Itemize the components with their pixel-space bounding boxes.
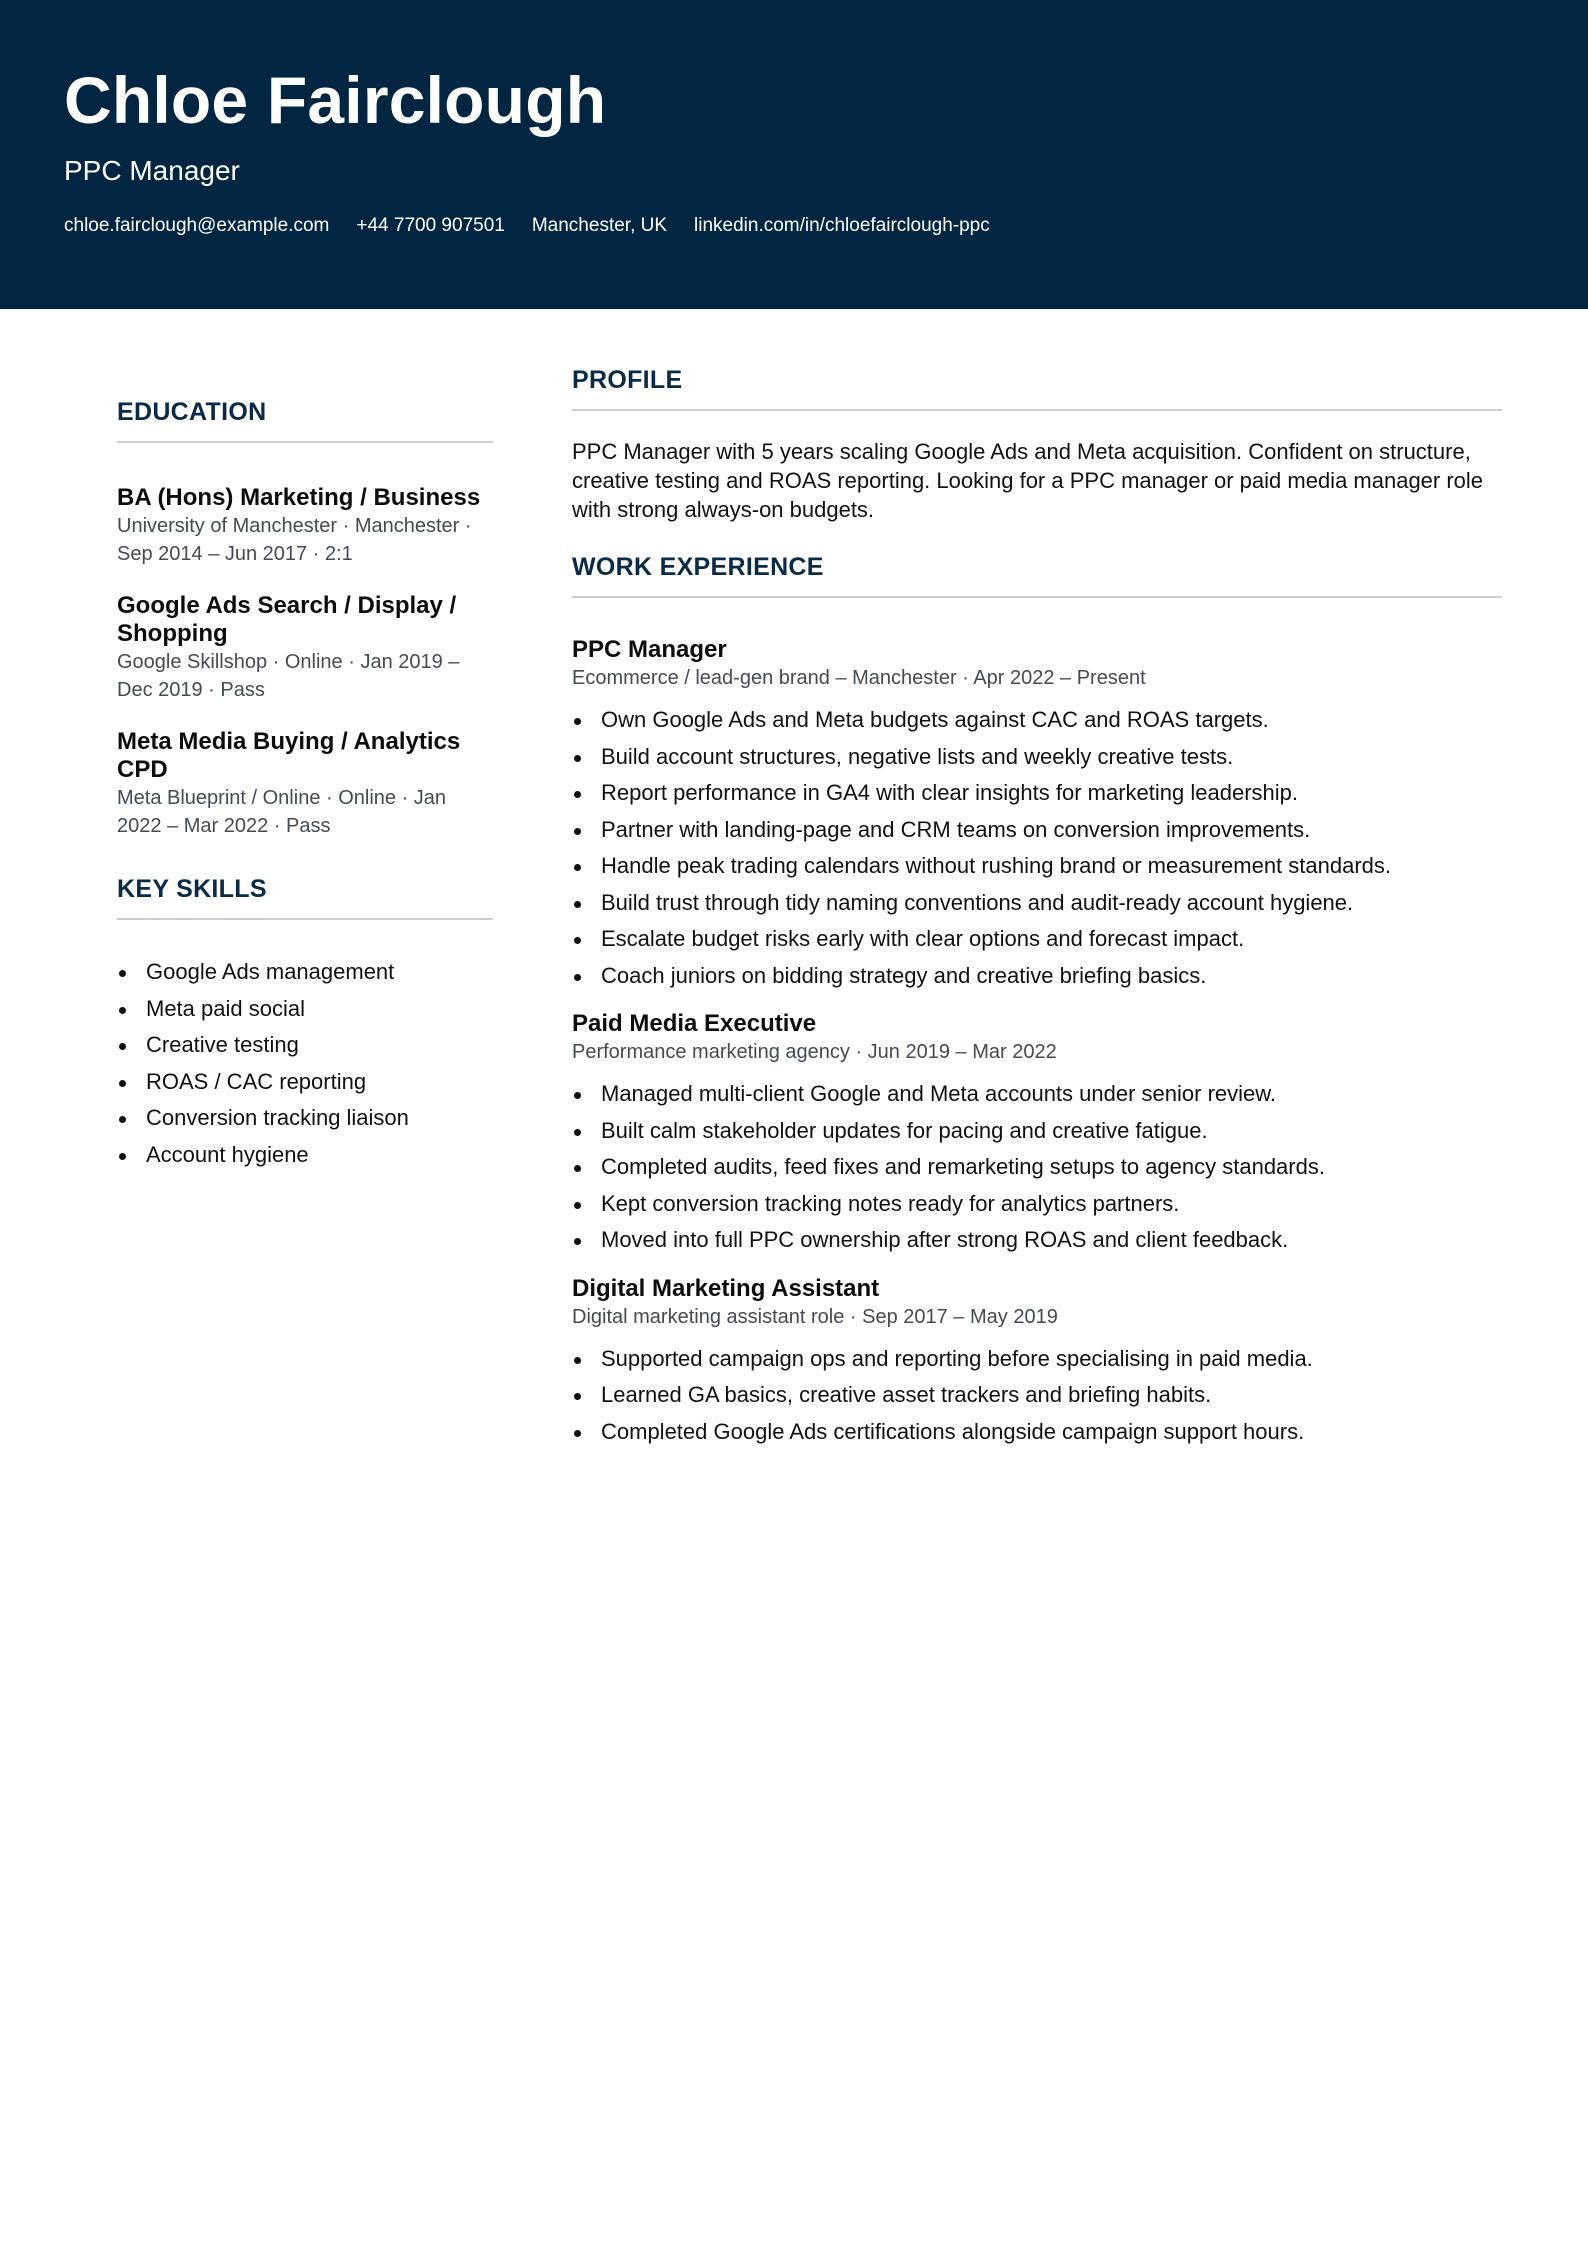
job-bullet: Own Google Ads and Meta budgets against CAC and ROAS targets. — [572, 702, 1502, 739]
education-heading: EDUCATION — [117, 398, 493, 443]
job-bullet: Supported campaign ops and reporting before specialising in paid media. — [572, 1341, 1502, 1378]
education-meta: University of Manchester · Manchester · Sep 2014 – Jun 2017 · 2:1 — [117, 515, 472, 565]
job-bullet: Moved into full PPC ownership after strong ROAS and client feedback. — [572, 1222, 1502, 1259]
job-bullet: Escalate budget risks early with clear options and forecast impact. — [572, 921, 1502, 958]
skills-list — [117, 954, 493, 1173]
contact-phone[interactable]: +44 7700 907501 — [356, 215, 505, 236]
job-bullet: Handle peak trading calendars without rushing brand or measurement standards. — [572, 848, 1502, 885]
resume-header — [0, 0, 1588, 309]
education-title: BA (Hons) Marketing / Business — [117, 484, 481, 511]
education-item — [117, 592, 493, 704]
job-bullet: Completed audits, feed fixes and remarketing setups to agency standards. — [572, 1149, 1502, 1186]
skill-item: Account hygiene — [117, 1137, 493, 1174]
right-column — [572, 366, 1502, 1450]
job-bullet: Build account structures, negative lists and weekly creative tests. — [572, 739, 1502, 776]
job-entry — [572, 636, 1502, 994]
contact-row — [64, 215, 990, 237]
education-title: Google Ads Search / Display / Shopping — [117, 592, 457, 647]
job-bullet: Build trust through tidy naming conventions and audit-ready account hygiene. — [572, 885, 1502, 922]
contact-location: Manchester, UK — [531, 215, 668, 236]
education-item — [117, 728, 493, 840]
contact-email[interactable]: chloe.fairclough@example.com — [64, 215, 330, 236]
profile-heading: PROFILE — [572, 366, 1502, 411]
skill-item: Conversion tracking liaison — [117, 1100, 493, 1137]
job-meta: Ecommerce / lead-gen brand – Manchester · Apr 2022 – Present — [572, 667, 1146, 689]
job-bullet: Partner with landing-page and CRM teams on conversion improvements. — [572, 812, 1502, 849]
job-bullet: Coach juniors on bidding strategy and creative briefing basics. — [572, 958, 1502, 995]
job-entry — [572, 1275, 1502, 1451]
skill-item: Meta paid social — [117, 991, 493, 1028]
education-item — [117, 484, 493, 568]
skill-item: Creative testing — [117, 1027, 493, 1064]
job-meta: Digital marketing assistant role · Sep 2017 – May 2019 — [572, 1305, 1058, 1328]
job-entry — [572, 1010, 1502, 1259]
left-column — [117, 398, 493, 1173]
job-bullets — [572, 1341, 1502, 1451]
job-title: Paid Media Executive — [572, 1010, 817, 1037]
skill-item: Google Ads management — [117, 954, 493, 991]
job-meta: Performance marketing agency · Jun 2019 – Mar 2022 — [572, 1041, 1057, 1063]
profile-summary: PPC Manager with 5 years scaling Google Ads and Meta acquisition. Confident on structure, creative testing and ROAS reporting. Looking for a PPC manager or paid media manager role with strong always-on budgets. — [572, 439, 1484, 522]
candidate-name: Chloe Fairclough — [64, 63, 607, 137]
job-bullet: Completed Google Ads certifications alongside campaign support hours. — [572, 1414, 1502, 1451]
skills-heading: KEY SKILLS — [117, 875, 493, 920]
contact-linkedin[interactable]: linkedin.com/in/chloefairclough-ppc — [694, 215, 990, 236]
education-title: Meta Media Buying / Analytics CPD — [117, 728, 461, 783]
job-bullets — [572, 702, 1502, 994]
education-meta: Google Skillshop · Online · Jan 2019 – Dec 2019 · Pass — [117, 651, 460, 701]
candidate-title: PPC Manager — [64, 155, 240, 186]
job-bullet: Built calm stakeholder updates for pacing and creative fatigue. — [572, 1113, 1502, 1150]
job-bullet: Learned GA basics, creative asset trackers and briefing habits. — [572, 1377, 1502, 1414]
job-bullet: Report performance in GA4 with clear insights for marketing leadership. — [572, 775, 1502, 812]
job-title: Digital Marketing Assistant — [572, 1274, 880, 1302]
job-bullets — [572, 1076, 1502, 1259]
job-title: PPC Manager — [572, 636, 727, 663]
job-bullet: Managed multi-client Google and Meta accounts under senior review. — [572, 1076, 1502, 1113]
job-bullet: Kept conversion tracking notes ready for analytics partners. — [572, 1186, 1502, 1223]
experience-heading: WORK EXPERIENCE — [572, 553, 1502, 598]
skill-item: ROAS / CAC reporting — [117, 1064, 493, 1101]
education-meta: Meta Blueprint / Online · Online · Jan 2022 – Mar 2022 · Pass — [117, 787, 447, 837]
